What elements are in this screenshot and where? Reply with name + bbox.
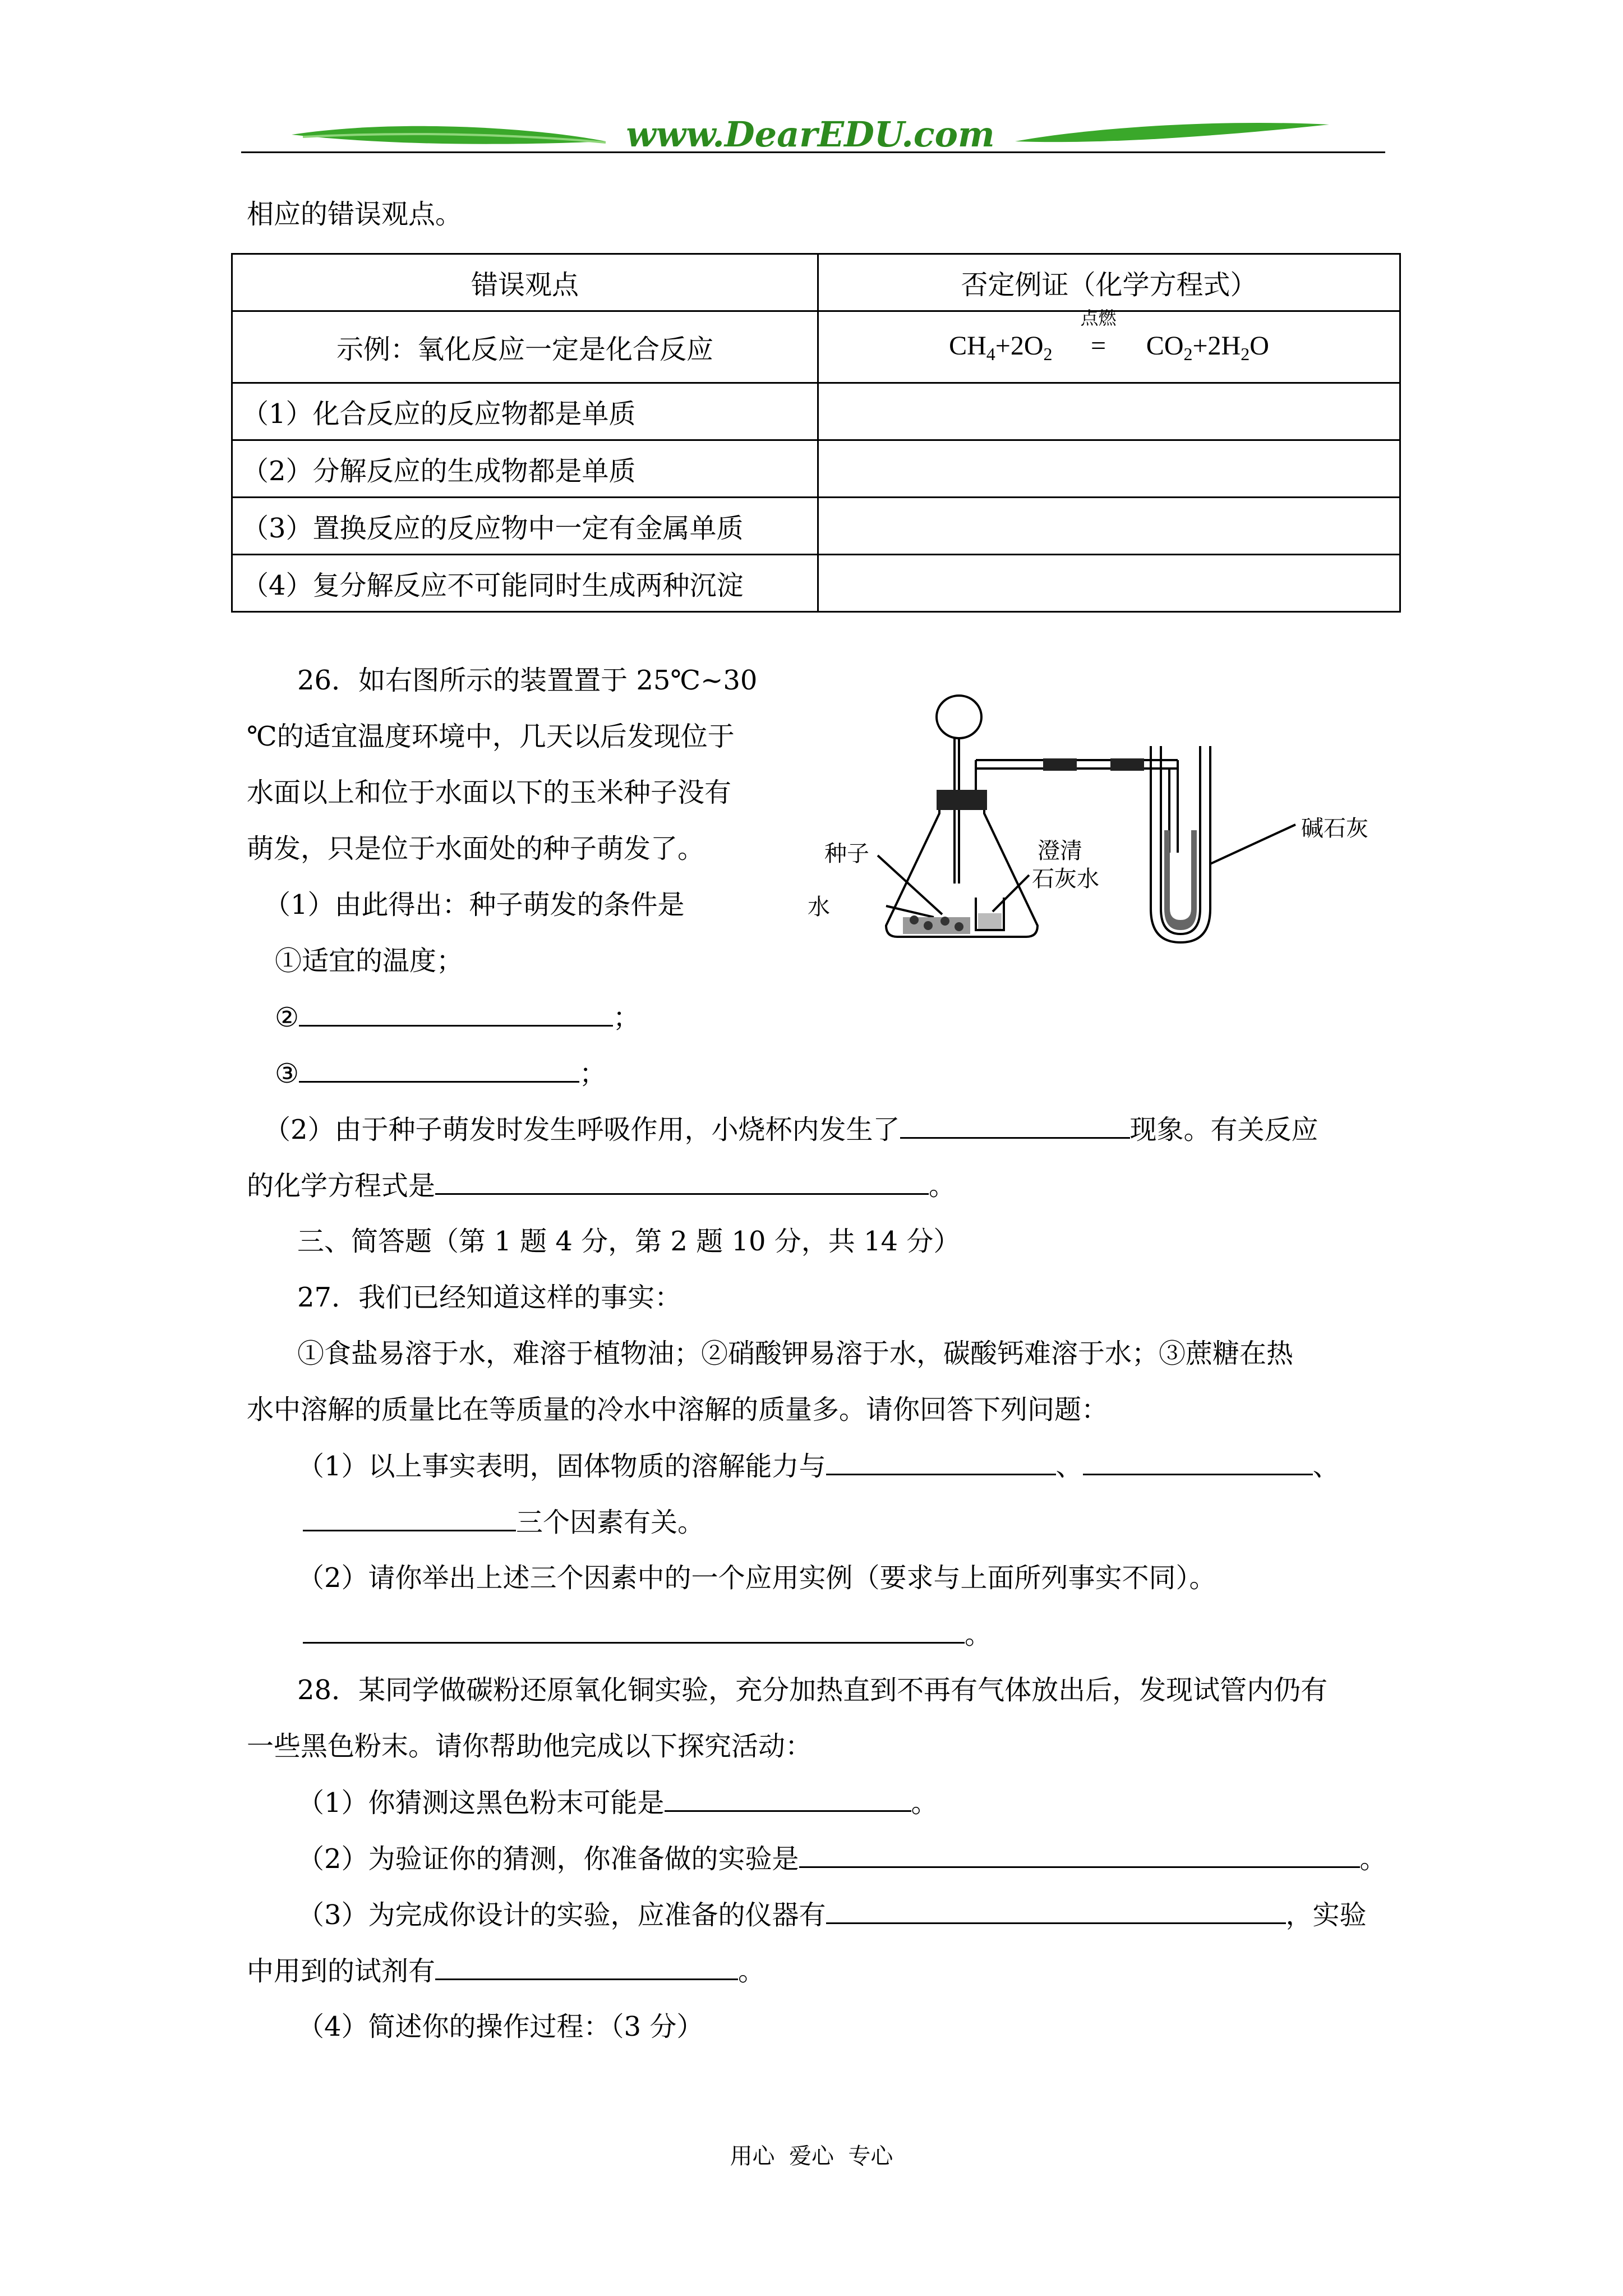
table-cell: （1）化合反应的反应物都是单质 — [232, 383, 818, 440]
q26-part2-eq: 的化学方程式是 。 — [247, 1168, 956, 1203]
q28-p4: （4）简述你的操作过程：（3 分） — [297, 2011, 704, 2042]
q26-line: ℃的适宜温度环境中，几天以后发现位于 — [247, 721, 735, 752]
q28-p2: （2）为验证你的猜测，你准备做的实验是 。 — [297, 1842, 1387, 1876]
q26-line: 26．如右图所示的装置置于 25℃~30 — [297, 665, 758, 696]
error-concepts-table — [231, 253, 1401, 613]
answer-blank[interactable] — [826, 1449, 1056, 1475]
reaction-condition: 点燃 = — [1080, 307, 1117, 361]
q28-p1: （1）你猜测这黑色粉末可能是 。 — [297, 1786, 938, 1820]
table-row — [232, 555, 1400, 612]
example-label: 示例：氧化反应一定是化合反应 — [232, 311, 818, 383]
answer-blank[interactable] — [435, 1954, 738, 1980]
answer-blank[interactable] — [299, 1000, 613, 1027]
q26-line: 萌发，只是位于水面处的种子萌发了。 — [247, 833, 705, 864]
table-header-cell: 错误观点 — [232, 254, 818, 311]
table-cell: （3）置换反应的反应物中一定有金属单质 — [232, 498, 818, 555]
answer-cell[interactable] — [818, 383, 1400, 440]
table-header-cell: 否定例证（化学方程式） — [818, 254, 1400, 311]
table-cell: （2）分解反应的生成物都是单质 — [232, 440, 818, 498]
q27-part2: （2）请你举出上述三个因素中的一个应用实例（要求与上面所列事实不同）。 — [297, 1562, 1216, 1594]
answer-blank[interactable] — [1083, 1449, 1313, 1475]
q26-cond2: ② ； — [275, 1000, 640, 1034]
answer-blank[interactable] — [826, 1898, 1286, 1924]
answer-cell[interactable] — [818, 555, 1400, 612]
example-equation — [818, 307, 1400, 383]
answer-blank[interactable] — [303, 1617, 965, 1644]
q27-fact-line: ①食盐易溶于水，难溶于植物油；②硝酸钾易溶于水，碳酸钙难溶于水；③蔗糖在热 — [297, 1338, 1294, 1369]
table-row — [232, 498, 1400, 555]
label-limewater: 澄清 — [1038, 838, 1082, 864]
equation-lhs: $CH_4+2O_2$ — [949, 330, 1053, 364]
answer-cell[interactable] — [818, 498, 1400, 555]
equation-rhs: $CO_2+2H_2O$ — [1146, 330, 1269, 364]
answer-blank[interactable] — [435, 1168, 929, 1195]
table-cell: （4）复分解反应不可能同时生成两种沉淀 — [232, 555, 818, 612]
section-heading: 三、简答题（第 1 题 4 分，第 2 题 10 分，共 14 分） — [297, 1226, 961, 1257]
q27-part1: （1）以上事实表明，固体物质的溶解能力与 、 、 — [297, 1449, 1340, 1483]
answer-blank[interactable] — [303, 1505, 516, 1531]
table-example-row — [232, 311, 1400, 383]
q28-p3-reagents: 中用到的试剂有 。 — [247, 1954, 765, 1988]
q27-fact-line: 水中溶解的质量比在等质量的冷水中溶解的质量多。请你回答下列问题： — [247, 1394, 1109, 1425]
answer-blank[interactable] — [799, 1842, 1360, 1868]
label-sodalime: 碱石灰 — [1301, 816, 1368, 841]
table-row — [232, 383, 1400, 440]
label-water: 水 — [808, 894, 830, 920]
apparatus-drawing — [808, 662, 1441, 954]
q26-cond3: ③ ； — [275, 1056, 606, 1091]
q27-title: 27．我们已经知道这样的事实： — [297, 1282, 682, 1313]
table-row — [232, 440, 1400, 498]
logo-text: www.DearEDU.com — [626, 114, 995, 155]
header-rule — [241, 151, 1385, 153]
q28-line: 一些黑色粉末。请你帮助他完成以下探究活动： — [247, 1731, 813, 1762]
answer-blank[interactable] — [299, 1056, 579, 1083]
label-seed: 种子 — [824, 841, 869, 867]
table-header-row — [232, 254, 1400, 311]
apparatus-diagram — [808, 662, 1441, 954]
answer-blank[interactable] — [665, 1786, 911, 1812]
q26-part2: （2）由于种子萌发时发生呼吸作用，小烧杯内发生了 现象。有关反应 — [264, 1112, 1318, 1147]
label-limewater-2: 石灰水 — [1032, 866, 1099, 892]
q27-part2-answer: 。 — [303, 1617, 992, 1651]
intro-line: 相应的错误观点。 — [247, 199, 463, 230]
q27-part1-cont: 三个因素有关。 — [303, 1505, 704, 1539]
q26-cond1: ①适宜的温度； — [275, 945, 464, 977]
answer-cell[interactable] — [818, 440, 1400, 498]
q28-line: 28．某同学做碳粉还原氧化铜实验，充分加热直到不再有气体放出后，发现试管内仍有 — [297, 1674, 1328, 1706]
q26-part1: （1）由此得出：种子萌发的条件是 — [264, 889, 685, 921]
q28-p3: （3）为完成你设计的实验，应准备的仪器有 ，实验 — [297, 1898, 1367, 1932]
q26-line: 水面以上和位于水面以下的玉米种子没有 — [247, 777, 732, 808]
site-logo — [292, 112, 1329, 157]
answer-blank[interactable] — [900, 1112, 1130, 1139]
page-footer: 用心 爱心 专心 — [730, 2143, 893, 2169]
